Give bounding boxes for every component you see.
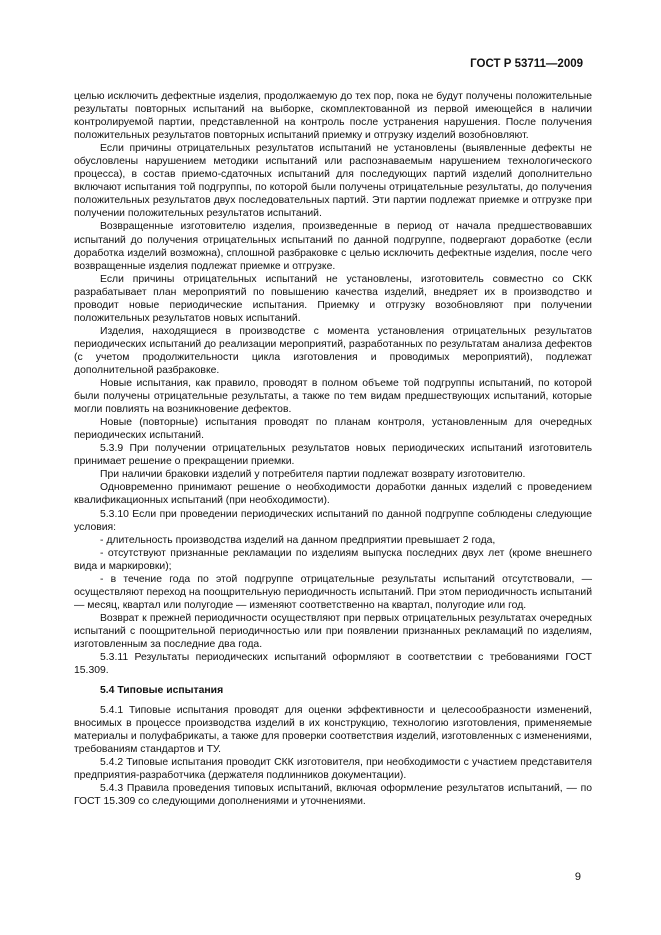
paragraph: Изделия, находящиеся в производстве с момента установления отрицательных результатов периодических испытаний до реализации мероприятий, разработанных по результатам анализа дефектов (с учетом продолжительности цикла изготовления и проводимых мероприятий), подлежат дополнительной разбраковке. (74, 325, 592, 376)
document-body (74, 90, 592, 808)
clause-5-4-2: 5.4.2 Типовые испытания проводит СКК изготовителя, при необходимости с участием представителя предприятия-разработчика (держателя подлинников документации). (74, 757, 592, 782)
document-header: ГОСТ Р 53711—2009 (470, 58, 583, 70)
list-item: - длительность производства изделий на данном предприятии превышает 2 года, (100, 534, 496, 546)
clause-5-4-1: 5.4.1 Типовые испытания проводят для оценки эффективности и целесообразности изменений, вносимых в процессе производства изделий в их конструкцию, технологию изготовления, применяемые материалы и полуфабрикаты, а также для проверки соответствия изделий, изготовленных с изменениями, требованиям стандартов и ТУ. (74, 705, 592, 756)
paragraph: Возврат к прежней периодичности осуществляют при первых отрицательных результатах очередных испытаний с поощрительной периодичностью или при появлении признанных рекламаций по изделиям, изготовленным за последние два года. (74, 612, 592, 650)
clause-5-3-9: 5.3.9 При получении отрицательных результатов новых периодических испытаний изготовитель принимает решение о прекращении приемки. (74, 443, 592, 468)
clause-5-4-3: 5.4.3 Правила проведения типовых испытаний, включая оформление результатов испытаний, — по ГОСТ 15.309 со следующими дополнениями и уточнениями. (74, 783, 592, 808)
paragraph: Если причины отрицательных результатов испытаний не установлены (выявленные дефекты не обусловлены нарушением методики испытаний или распознаваемым нарушением технологического процесса), в состав приемо-сдаточных испытаний для последующих партий изделий дополнительно включают испытания той подгруппы, по которой были получены отрицательные результаты, до получения положительных результатов двух последовательных партий. Эти партии подлежат приемке и отгрузке при получении положительных результатов испытаний. (74, 143, 592, 220)
paragraph: целью исключить дефектные изделия, продолжаемую до тех пор, пока не будут получены положительные результаты повторных испытаний на выборке, скомплектованной из первой имеющейся в наличии контролируемой партии, представленной на контроль после устранения нарушения. После получения положительных результатов повторных испытаний приемку и отгрузку изделий возобновляют. (74, 91, 592, 142)
section-title: 5.4 Типовые испытания (100, 685, 224, 697)
paragraph: Новые (повторные) испытания проводят по планам контроля, установленным для очередных периодических испытаний. (74, 417, 592, 442)
paragraph: Возвращенные изготовителю изделия, произведенные в период от начала предшествовавших испытаний до получения отрицательных испытаний по данной подгруппе, подвергают доработке (если доработка изделий возможна), сплошной разбраковке с целью исключить дефектные изделия, после чего возвращенные изделия подлежат приемке и отгрузке. (74, 221, 592, 272)
paragraph: При наличии браковки изделий у потребителя партии подлежат возврату изготовителю. (100, 469, 526, 481)
clause-5-3-10: 5.3.10 Если при проведении периодических испытаний по данной подгруппе соблюдены следующие условия: (74, 508, 592, 533)
paragraph: Если причины отрицательных испытаний не установлены, изготовитель совместно со СКК разрабатывает план мероприятий по повышению качества изделий, внедряет их в производство и проводит новые периодические испытания. Приемку и отгрузку возобновляют при получении положительных результатов новых испытаний. (74, 273, 592, 324)
paragraph: Новые испытания, как правило, проводят в полном объеме той подгруппы испытаний, по которой были получены отрицательные результаты, а также по тем видам предшествующих испытаний, которые могли повлиять на возникновение дефектов. (74, 378, 592, 416)
page-number: 9 (574, 871, 581, 883)
paragraph: Одновременно принимают решение о необходимости доработки данных изделий с проведением квалификационных испытаний (при необходимости). (74, 482, 592, 507)
list-item: - в течение года по этой подгруппе отрицательные результаты испытаний отсутствовали, — осуществляют переход на поощрительную периодичность испытаний. При этом периодичность испытаний — месяц, квартал или полугодие — изменяют соответственно на квартал, полугодие или год. (74, 573, 592, 611)
list-item: - отсутствуют признанные рекламации по изделиям выпуска последних двух лет (кроме внешнего вида и маркировки); (74, 547, 592, 572)
clause-5-3-11: 5.3.11 Результаты периодических испытаний оформляют в соответствии с требованиями ГОСТ 15.309. (74, 652, 592, 677)
